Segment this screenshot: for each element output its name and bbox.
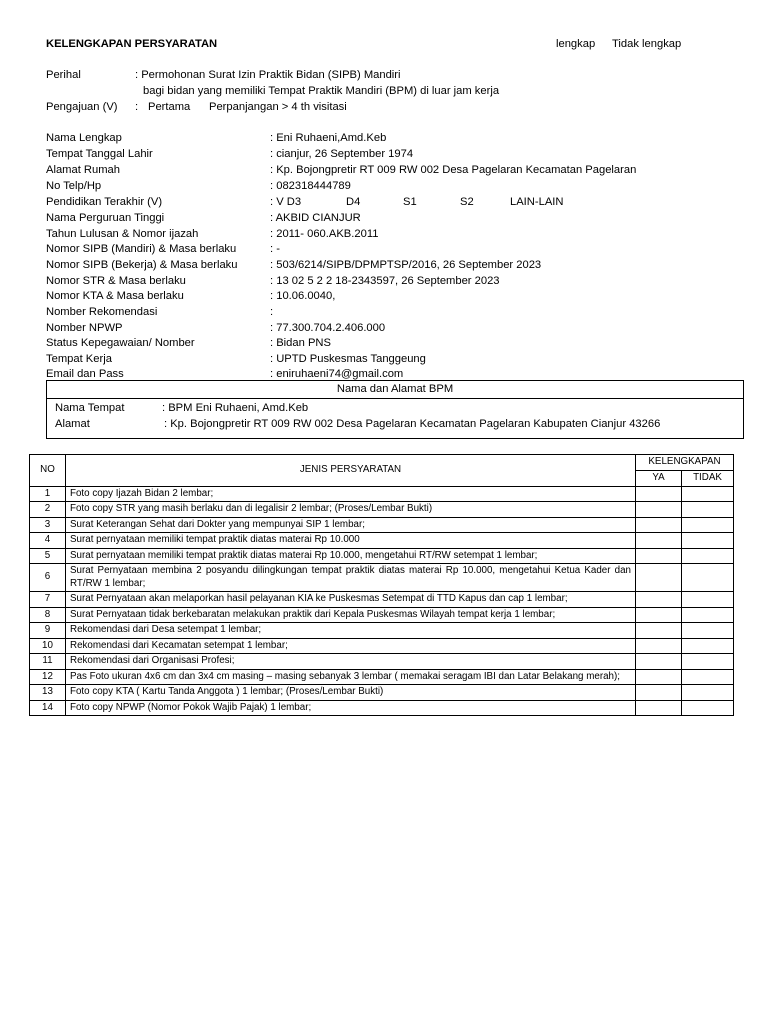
pengajuan-option-perpanjangan: Perpanjangan > 4 th visitasi xyxy=(209,101,347,113)
checkbox-tidak[interactable] xyxy=(682,638,734,654)
header-no: NO xyxy=(30,455,66,487)
field-value: : UPTD Puskesmas Tanggeung xyxy=(270,353,426,365)
checkbox-ya[interactable] xyxy=(636,623,682,639)
table-row xyxy=(30,502,734,518)
field-value: : AKBID CIANJUR xyxy=(270,212,361,224)
field-label: Nomor SIPB (Bekerja) & Masa berlaku xyxy=(46,259,238,271)
field-row-ijazah xyxy=(46,226,746,242)
checkbox-ya[interactable] xyxy=(636,607,682,623)
field-label: Nama Perguruan Tinggi xyxy=(46,212,165,224)
row-requirement: Surat Keterangan Sehat dari Dokter yang mempunyai SIP 1 lembar; xyxy=(66,517,636,533)
field-label: Tempat Kerja xyxy=(46,353,112,365)
field-value: : - xyxy=(270,243,280,255)
field-row-rekomendasi xyxy=(46,304,746,320)
field-label: Alamat Rumah xyxy=(46,164,120,176)
row-requirement: Foto copy Ijazah Bidan 2 lembar; xyxy=(66,486,636,502)
field-label: Email dan Pass xyxy=(46,368,124,380)
table-row xyxy=(30,564,734,592)
row-number: 12 xyxy=(30,669,66,685)
row-requirement: Rekomendasi dari Desa setempat 1 lembar; xyxy=(66,623,636,639)
table-row xyxy=(30,486,734,502)
field-value: : Kp. Bojongpretir RT 009 RW 002 Desa Pagelaran Kecamatan Pagelaran xyxy=(270,164,637,176)
bpm-box xyxy=(46,380,744,439)
pengajuan-option-pertama: Pertama xyxy=(148,101,191,113)
education-d3: : V D3 xyxy=(270,196,302,208)
pengajuan-colon: : xyxy=(135,101,139,113)
field-row-npwp xyxy=(46,320,746,336)
field-label: Pendidikan Terakhir (V) xyxy=(46,196,163,208)
row-number: 8 xyxy=(30,607,66,623)
table-row xyxy=(30,685,734,701)
education-lain-lain: LAIN-LAIN xyxy=(510,196,564,208)
perihal-line-1: : Permohonan Surat Izin Praktik Bidan (SIPB) Mandiri xyxy=(135,69,401,81)
field-value: : cianjur, 26 September 1974 xyxy=(270,148,414,160)
education-s2: S2 xyxy=(460,196,474,208)
checkbox-ya[interactable] xyxy=(636,502,682,518)
field-row-perguruan xyxy=(46,210,746,226)
row-number: 11 xyxy=(30,654,66,670)
field-value: : xyxy=(270,306,274,318)
bpm-alamat-label: Alamat xyxy=(55,418,90,430)
row-requirement: Surat Pernyataan akan melaporkan hasil pelayanan KIA ke Puskesmas Setempat di TTD Kapus dan cap 1 lembar; xyxy=(66,592,636,608)
field-value: : 2011- 060.AKB.2011 xyxy=(270,228,379,240)
bpm-alamat-value: : Kp. Bojongpretir RT 009 RW 002 Desa Pagelaran Kecamatan Pagelaran Kabupaten Cianjur 43266 xyxy=(164,418,661,430)
tidak-lengkap-label: Tidak lengkap xyxy=(612,38,682,50)
table-row xyxy=(30,700,734,716)
row-requirement: Foto copy STR yang masih berlaku dan di legalisir 2 lembar; (Proses/Lembar Bukti) xyxy=(66,502,636,518)
row-requirement: Surat Pernyataan tidak berkebaratan melakukan praktik dari Kepala Puskesmas Wilayah tempat kerja 1 lembar; xyxy=(66,607,636,623)
row-number: 6 xyxy=(30,564,66,592)
field-label: Nomber Rekomendasi xyxy=(46,306,158,318)
field-label: Nomor KTA & Masa berlaku xyxy=(46,290,184,302)
document-title: KELENGKAPAN PERSYARATAN xyxy=(46,38,218,50)
row-requirement: Rekomendasi dari Organisasi Profesi; xyxy=(66,654,636,670)
field-value: : 503/6214/SIPB/DPMPTSP/2016, 26 September 2023 xyxy=(270,259,542,271)
perihal-line-2: bagi bidan yang memiliki Tempat Praktik Mandiri (BPM) di luar jam kerja xyxy=(143,85,500,97)
row-requirement: Pas Foto ukuran 4x6 cm dan 3x4 cm masing – masing sebanyak 3 lembar ( memakai seragam IBI dan Latar Belakang merah); xyxy=(66,669,636,685)
education-d4: D4 xyxy=(346,196,361,208)
field-row-sipb-mandiri xyxy=(46,241,746,257)
bpm-nama-value: : BPM Eni Ruhaeni, Amd.Keb xyxy=(162,402,309,414)
row-requirement: Foto copy NPWP (Nomor Pokok Wajib Pajak) 1 lembar; xyxy=(66,700,636,716)
checkbox-tidak[interactable] xyxy=(682,517,734,533)
row-requirement: Foto copy KTA ( Kartu Tanda Anggota ) 1 lembar; (Proses/Lembar Bukti) xyxy=(66,685,636,701)
checkbox-ya[interactable] xyxy=(636,654,682,670)
row-requirement: Surat pernyataan memiliki tempat praktik diatas materai Rp 10.000, mengetahui RT/RW setempat 1 lembar; xyxy=(66,548,636,564)
field-value: : 77.300.704.2.406.000 xyxy=(270,322,386,334)
field-value: : eniruhaeni74@gmail.com xyxy=(270,368,404,380)
checkbox-tidak[interactable] xyxy=(682,669,734,685)
pengajuan-label: Pengajuan (V) xyxy=(46,101,118,113)
checkbox-tidak[interactable] xyxy=(682,533,734,549)
perihal-label: Perihal xyxy=(46,69,81,81)
header-jenis-persyaratan: JENIS PERSYARATAN xyxy=(66,455,636,487)
checkbox-ya[interactable] xyxy=(636,669,682,685)
field-label: Status Kepegawaian/ Nomber xyxy=(46,337,195,349)
checkbox-tidak[interactable] xyxy=(682,502,734,518)
checkbox-ya[interactable] xyxy=(636,548,682,564)
lengkap-label: lengkap xyxy=(556,38,596,50)
field-label: Tahun Lulusan & Nomor ijazah xyxy=(46,228,199,240)
field-label: Nomber NPWP xyxy=(46,322,123,334)
checkbox-ya[interactable] xyxy=(636,685,682,701)
field-label: Nama Lengkap xyxy=(46,132,122,144)
header-ya: YA xyxy=(636,471,682,487)
field-row-ttl xyxy=(46,146,746,162)
row-number: 10 xyxy=(30,638,66,654)
row-number: 14 xyxy=(30,700,66,716)
row-number: 3 xyxy=(30,517,66,533)
row-number: 13 xyxy=(30,685,66,701)
checkbox-ya[interactable] xyxy=(636,564,682,592)
requirements-table xyxy=(29,454,734,716)
checkbox-ya[interactable] xyxy=(636,700,682,716)
checkbox-tidak[interactable] xyxy=(682,592,734,608)
table-row xyxy=(30,607,734,623)
header-kelengkapan: KELENGKAPAN xyxy=(636,455,734,471)
checkbox-ya[interactable] xyxy=(636,486,682,502)
bpm-nama-label: Nama Tempat xyxy=(55,402,125,414)
row-number: 7 xyxy=(30,592,66,608)
checkbox-tidak[interactable] xyxy=(682,700,734,716)
field-row-kta xyxy=(46,288,746,304)
field-row-sipb-bekerja xyxy=(46,257,746,273)
field-label: Nomor STR & Masa berlaku xyxy=(46,275,186,287)
bpm-heading: Nama dan Alamat BPM xyxy=(47,381,743,399)
header-tidak: TIDAK xyxy=(682,471,734,487)
row-number: 5 xyxy=(30,548,66,564)
checkbox-tidak[interactable] xyxy=(682,486,734,502)
checkbox-tidak[interactable] xyxy=(682,654,734,670)
table-row xyxy=(30,623,734,639)
field-label: No Telp/Hp xyxy=(46,180,102,192)
row-requirement: Surat Pernyataan membina 2 posyandu dilingkungan tempat praktik diatas materai Rp 10.000, mengetahui Ketua Kader dan RT/RW 1 lembar; xyxy=(66,564,636,592)
checkbox-tidak[interactable] xyxy=(682,607,734,623)
field-value: : 10.06.0040, xyxy=(270,290,336,302)
checkbox-ya[interactable] xyxy=(636,517,682,533)
row-number: 2 xyxy=(30,502,66,518)
checkbox-tidak[interactable] xyxy=(682,685,734,701)
row-requirement: Surat pernyataan memiliki tempat praktik diatas materai Rp 10.000 xyxy=(66,533,636,549)
table-row xyxy=(30,548,734,564)
table-row xyxy=(30,669,734,685)
checkbox-tidak[interactable] xyxy=(682,623,734,639)
field-row-str xyxy=(46,273,746,289)
field-value: : Bidan PNS xyxy=(270,337,331,349)
field-row-alamat xyxy=(46,162,746,178)
field-value: : Eni Ruhaeni,Amd.Keb xyxy=(270,132,387,144)
education-s1: S1 xyxy=(403,196,417,208)
field-value: : 13 02 5 2 2 18-2343597, 26 September 2023 xyxy=(270,275,500,287)
table-row xyxy=(30,533,734,549)
table-row xyxy=(30,517,734,533)
field-label: Tempat Tanggal Lahir xyxy=(46,148,153,160)
checkbox-tidak[interactable] xyxy=(682,564,734,592)
table-row xyxy=(30,654,734,670)
row-number: 4 xyxy=(30,533,66,549)
checkbox-ya[interactable] xyxy=(636,638,682,654)
row-requirement: Rekomendasi dari Kecamatan setempat 1 lembar; xyxy=(66,638,636,654)
checkbox-tidak[interactable] xyxy=(682,548,734,564)
row-number: 9 xyxy=(30,623,66,639)
row-number: 1 xyxy=(30,486,66,502)
field-label: Nomor SIPB (Mandiri) & Masa berlaku xyxy=(46,243,237,255)
table-row xyxy=(30,638,734,654)
field-row-telp xyxy=(46,178,746,194)
field-value: : 082318444789 xyxy=(270,180,351,192)
field-row-pendidikan xyxy=(46,194,746,210)
field-row-tempat-kerja xyxy=(46,351,746,367)
checkbox-ya[interactable] xyxy=(636,592,682,608)
table-row xyxy=(30,592,734,608)
checkbox-ya[interactable] xyxy=(636,533,682,549)
field-row-nama xyxy=(46,130,746,146)
field-row-status xyxy=(46,335,746,351)
